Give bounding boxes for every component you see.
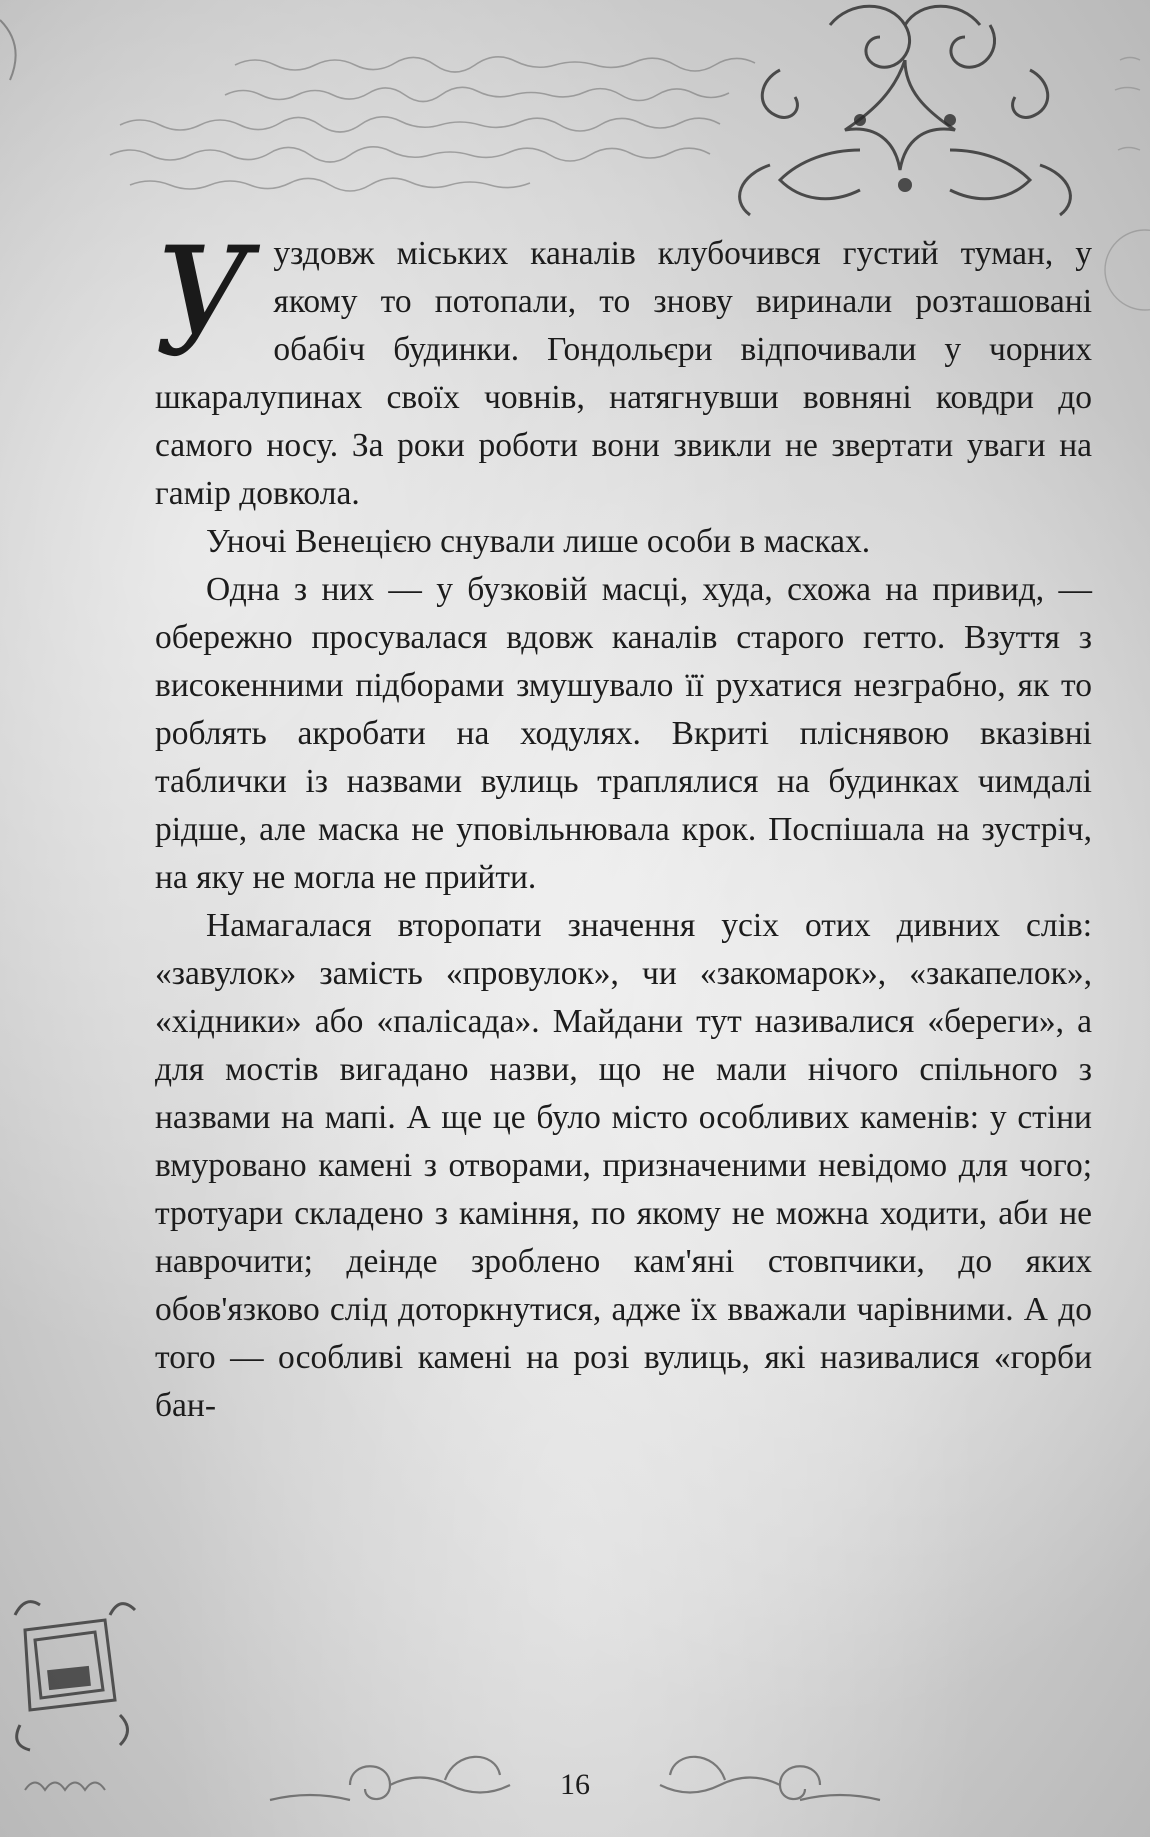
paragraph-4: Намагалася второпати значення усіх отих дивних слів: «завулок» замість «провулок», чи «закомарок», «закапелок», «хідники» або «палісада». Майдани тут називалися «береги», а для мостів вигадано назви, що не мали нічого спільного з назвами на мапі. А ще це було місто особливих каменів: у стіни вмуровано камені з отворами, призначеними невідомо для чого; тротуари складено з каміння, по якому не можна ходити, аби не наврочити; деінде зроблено кам'яні стовпчики, до яких обов'язково слід доторкнутися, адже їх вважали чарівними. А до того — особливі камені на розі вулиць, які називалися «горби бан-: [155, 907, 1092, 1424]
main-text: [154, 216, 1093, 1430]
paragraph-1-first-line: уздовж міських каналів клубочився густий: [273, 235, 939, 272]
paragraph-1-text: туман, у якому то потопали, то знову виринали розташовані обабіч будинки. Гондольєри відпочивали у чорних шкаралупинах своїх човнів, натягнувши вовняні ковдри до самого носу. За роки роботи вони звикли не звертати уваги на гамір довкола.: [155, 235, 1093, 512]
paragraph-3: Одна з них — у бузковій масці, худа, схожа на привид, — обережно просувалася вдовж каналів старого гетто. Взуття з високенними підборами змушувало її рухатися незграбно, як то роблять акробати на ходулях. Вкриті пліснявою вказівні таблички із назвами вулиць траплялися на будинках чимдалі рідше, але маска не уповільнювала крок. Поспішала на зустріч, на яку не могла не прийти.: [155, 571, 1092, 896]
page-number: 16: [560, 1768, 590, 1801]
paragraph-1: [154, 216, 1093, 518]
drop-cap: У: [154, 216, 252, 390]
paragraph-2: Уночі Венецією снували лише особи в масках.: [206, 523, 871, 560]
